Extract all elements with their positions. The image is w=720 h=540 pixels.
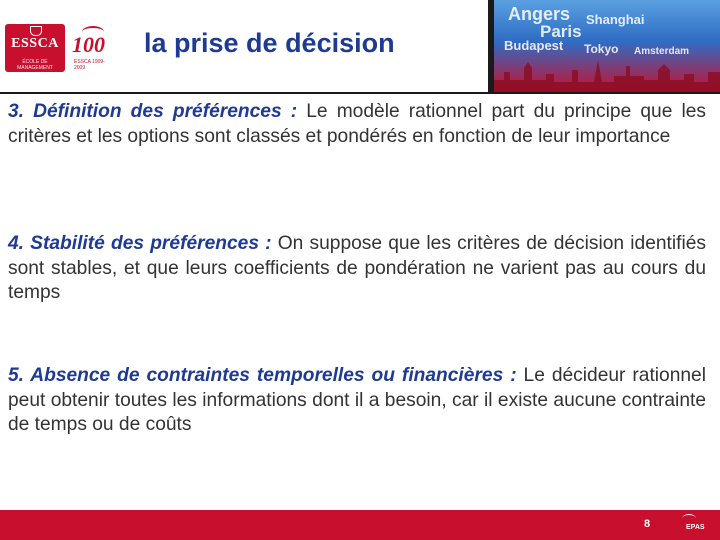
paragraph-stabilite-preferences <box>8 232 706 306</box>
skyline-icon <box>494 58 720 92</box>
essca-logo-word: ESSCA <box>11 36 59 51</box>
city-label: Angers <box>508 4 571 24</box>
paragraph-text: On suppose que les critères de décision identifiés sont stables, et que leurs coefficients de pondération ne varient pas au cours du temps <box>8 233 707 303</box>
paragraph-absence-contraintes <box>8 364 706 438</box>
paragraph-lead: 4. Stabilité des préférences : <box>8 233 272 254</box>
city-label: Paris <box>540 22 582 41</box>
centenary-tagline: ESSCA 1909-2009 <box>74 59 105 71</box>
paragraph-text: Le modèle rationnel part du principe que les critères et les options sont classés et pondérés en fonction de leur importance <box>8 101 707 147</box>
paragraph-definition-preferences <box>8 100 706 149</box>
city-label: Budapest <box>504 38 564 53</box>
cities-banner <box>494 0 720 92</box>
epas-logo-text: EPAS <box>686 524 705 531</box>
centenary-logo <box>70 26 114 70</box>
epas-logo <box>676 513 716 537</box>
slide-footer <box>0 510 720 540</box>
header-rule <box>0 92 720 94</box>
city-label: Tokyo <box>584 42 619 56</box>
city-label: Shanghai <box>586 12 645 27</box>
essca-logo-tagline: ÉCOLE DE MANAGEMENT <box>17 59 53 71</box>
slide-header <box>0 0 720 92</box>
paragraph-lead: 5. Absence de contraintes temporelles ou financières : <box>8 365 517 386</box>
essca-logo <box>5 24 65 72</box>
city-label: Amsterdam <box>634 46 690 57</box>
slide-title: la prise de décision <box>144 28 395 58</box>
crest-icon <box>30 26 42 36</box>
page-number: 8 <box>644 518 651 530</box>
centenary-number: 100 <box>72 32 105 57</box>
epas-swoosh-icon <box>682 514 696 523</box>
paragraph-text: Le décideur rationnel peut obtenir toutes les informations dont il a besoin, car il existe aucune contrainte de temps ou de coûts <box>8 365 706 435</box>
paragraph-lead: 3. Définition des préférences : <box>8 101 298 122</box>
